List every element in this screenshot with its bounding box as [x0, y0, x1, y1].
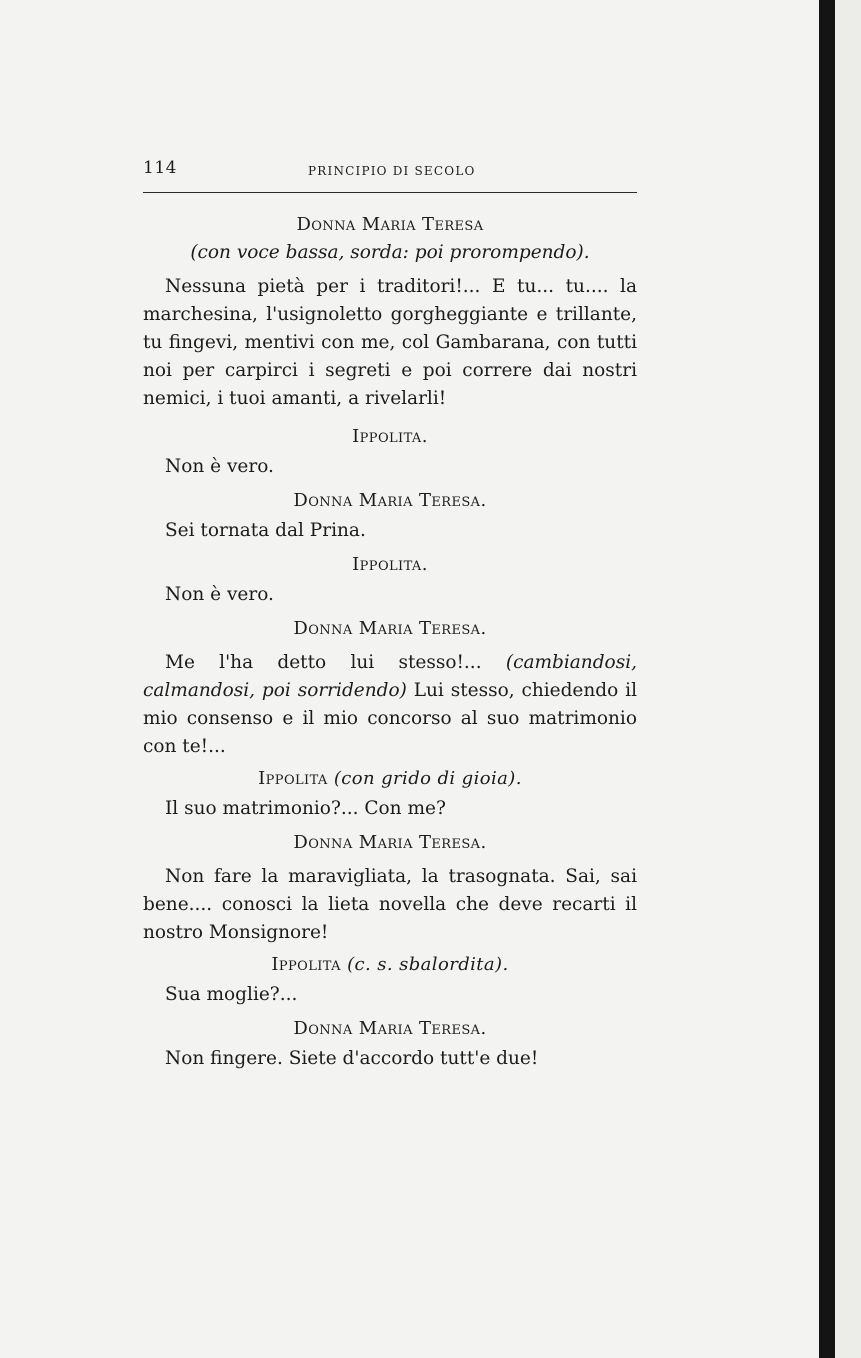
header-rule — [143, 192, 637, 193]
inline-stage-direction: (cambiandosi, calmandosi, poi sorridendo) — [143, 652, 637, 701]
running-title: PRINCIPIO DI SECOLO — [308, 164, 476, 178]
page-edge-margin — [835, 0, 861, 1358]
speaker-heading: Donna Maria Teresa. — [293, 618, 487, 639]
inline-stage-direction: (con grido di gioia). — [333, 768, 522, 789]
book-page — [143, 158, 637, 1079]
page-edge-shadow — [819, 0, 835, 1358]
speaker-heading: Donna Maria Teresa. — [293, 832, 487, 853]
speaker-heading: Ippolita (con grido di gioia). — [258, 768, 522, 789]
speech-paragraph: Nessuna pietà per i traditori!... E tu... tu.... la marchesina, l'usignoletto gorgheggiante e trillante, tu fingevi, mentivi con me, col Gambarana, con tutti noi per carpirci i segreti e poi correre dai nostri nemici, i tuoi amanti, a rivelarli! — [143, 276, 637, 409]
speech-line: Non è vero. — [165, 456, 274, 477]
speaker-heading: Ippolita. — [352, 426, 428, 447]
speaker-heading: Ippolita. — [352, 554, 428, 575]
speech-line: Non è vero. — [165, 584, 274, 605]
speech-paragraph: Me l'ha detto lui stesso!... (cambiandosi, calmandosi, poi sorridendo) Lui stesso, chiedendo il mio consenso e il mio concorso al suo matrimonio con te!... — [143, 652, 637, 757]
page-header — [143, 158, 637, 188]
speaker-heading: Donna Maria Teresa — [296, 214, 484, 235]
page-number: 114 — [143, 158, 177, 178]
speaker-heading: Donna Maria Teresa. — [293, 1018, 487, 1039]
speaker-heading: Donna Maria Teresa. — [293, 490, 487, 511]
dialogue-body — [143, 211, 637, 1073]
speech-line: Il suo matrimonio?... Con me? — [165, 798, 446, 819]
speech-line: Sei tornata dal Prina. — [165, 520, 366, 541]
stage-direction: (con voce bassa, sorda: poi prorompendo). — [190, 242, 590, 263]
speaker-heading: Ippolita (c. s. sbalordita). — [271, 954, 509, 975]
inline-stage-direction: (c. s. sbalordita). — [347, 954, 509, 975]
speech-line: Non fingere. Siete d'accordo tutt'e due! — [165, 1048, 539, 1069]
speech-line: Sua moglie?... — [165, 984, 298, 1005]
speech-paragraph: Non fare la maravigliata, la trasognata. Sai, sai bene.... conosci la lieta novella che deve recarti il nostro Monsignore! — [143, 866, 637, 943]
